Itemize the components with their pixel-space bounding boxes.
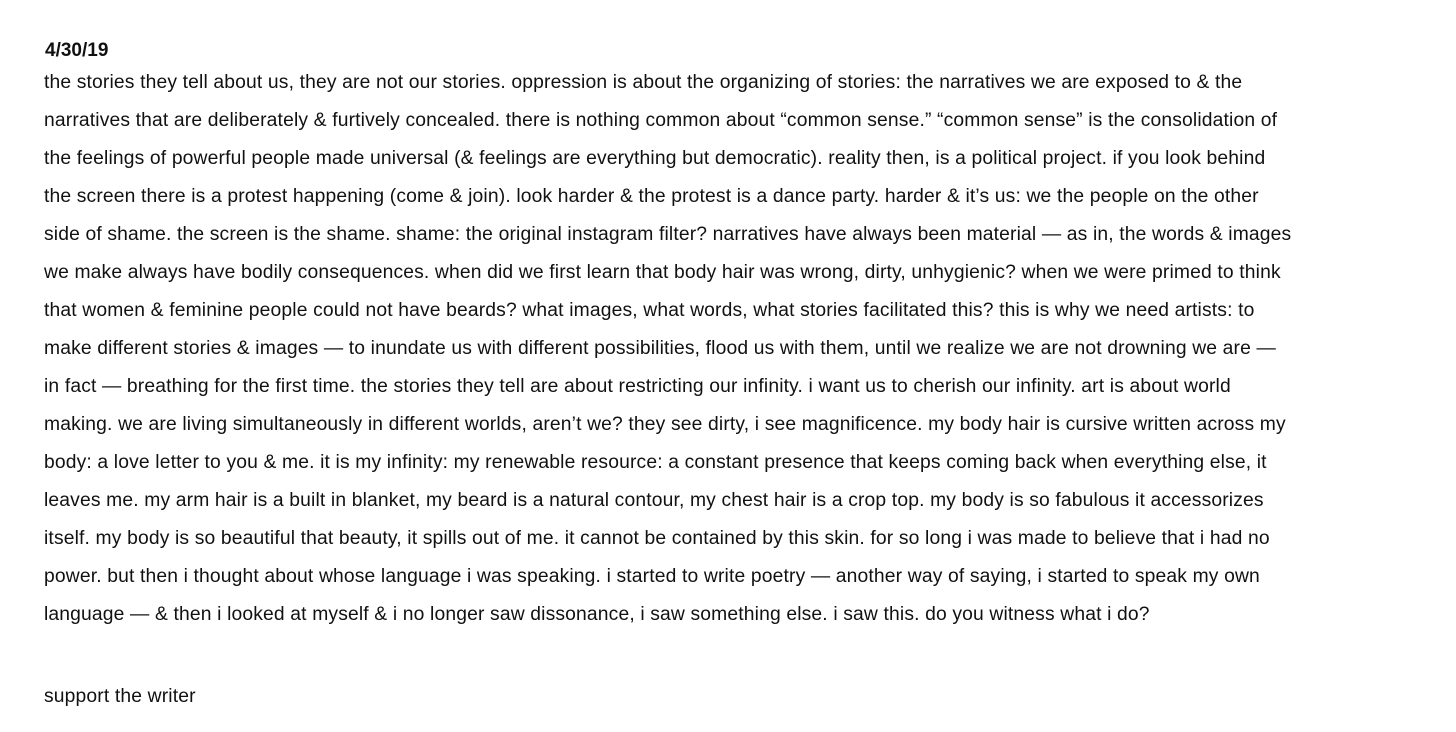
- post-line: side of shame. the screen is the shame. shame: the original instagram filter? narratives have always been material — as in, the words & images: [44, 224, 1292, 245]
- post-line: language — & then i looked at myself & i no longer saw dissonance, i saw something else. i saw this. do you witness what i do?: [44, 604, 1150, 625]
- post-line: in fact — breathing for the first time. the stories they tell are about restricting our infinity. i want us to cherish our infinity. art is about world: [44, 376, 1231, 397]
- post-line: that women & feminine people could not have beards? what images, what words, what stories facilitated this? this is why we need artists: to: [44, 300, 1255, 321]
- post-line: make different stories & images — to inundate us with different possibilities, flood us with them, until we realize we are not drowning we are —: [44, 338, 1276, 359]
- post-line: leaves me. my arm hair is a built in blanket, my beard is a natural contour, my chest hair is a crop top. my body is so fabulous it accessorizes: [44, 490, 1264, 511]
- post-date: 4/30/19: [45, 40, 109, 61]
- post-line: the screen there is a protest happening (come & join). look harder & the protest is a dance party. harder & it’s us: we the people on the other: [44, 186, 1259, 207]
- post-line: we make always have bodily consequences. when did we first learn that body hair was wrong, dirty, unhygienic? when we were primed to think: [44, 262, 1281, 283]
- post-line: narratives that are deliberately & furtively concealed. there is nothing common about “common sense.” “common sense” is the consolidation of: [44, 110, 1278, 131]
- post-container: [44, 38, 1414, 707]
- post-line: itself. my body is so beautiful that beauty, it spills out of me. it cannot be contained by this skin. for so long i was made to believe that i had no: [44, 528, 1270, 549]
- support-writer-link[interactable]: support the writer: [44, 686, 196, 707]
- post-line: making. we are living simultaneously in different worlds, aren’t we? they see dirty, i see magnificence. my body hair is cursive written across my: [44, 414, 1286, 435]
- post-line: the feelings of powerful people made universal (& feelings are everything but democratic). reality then, is a political project. if you look behind: [44, 148, 1266, 169]
- post-line: the stories they tell about us, they are not our stories. oppression is about the organizing of stories: the narratives we are exposed to & the: [44, 72, 1243, 93]
- post-line: body: a love letter to you & me. it is my infinity: my renewable resource: a constant presence that keeps coming back when everything else, it: [44, 452, 1267, 473]
- post-body: [44, 64, 1414, 634]
- post-line: power. but then i thought about whose language i was speaking. i started to write poetry — another way of saying, i started to speak my own: [44, 566, 1260, 587]
